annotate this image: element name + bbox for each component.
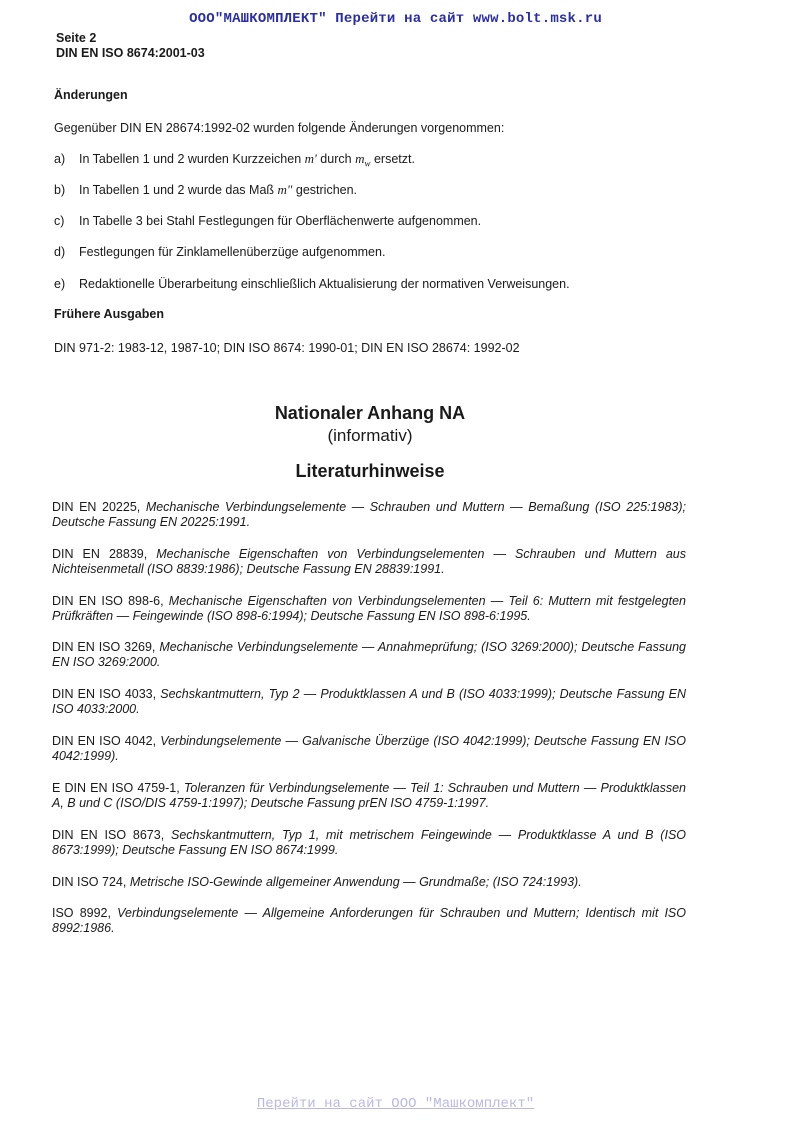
change-item-a: a) In Tabellen 1 und 2 wurden Kurzzeichen m' durch $m_w$ ersetzt.: [54, 151, 415, 169]
annex-title: Nationaler Anhang NA: [274, 403, 466, 423]
literature-ref: DIN EN ISO 8673, Sechskantmuttern, Typ 1, mit metrischem Feingewinde — Produktklasse A und B (ISO 8673:1999); Deutsche Fassung EN ISO 8674:1999.: [52, 828, 687, 857]
literature-ref: DIN EN ISO 4033, Sechskantmuttern, Typ 2 — Produktklassen A und B (ISO 4033:1999); Deutsche Fassung EN ISO 4033:2000.: [52, 687, 687, 716]
previous-editions-text: DIN 971-2: 1983-12, 1987-10; DIN ISO 8674: 1990-01; DIN EN ISO 28674: 1992-02: [54, 341, 520, 355]
page-number: Seite 2: [56, 31, 97, 45]
literature-ref: DIN EN ISO 898-6, Mechanische Eigenschaften von Verbindungselementen — Teil 6: Muttern mit festgelegten Prüfkräften — Feingewinde (ISO 898-6:1994); Deutsche Fassung EN ISO 898-6:1995.: [52, 594, 686, 623]
annex-subtitle: (informativ): [327, 426, 413, 445]
change-item-e: e) Redaktionelle Überarbeitung einschließlich Aktualisierung der normativen Verweisungen.: [54, 277, 570, 291]
standard-designation: DIN EN ISO 8674:2001-03: [56, 46, 205, 60]
literature-ref: DIN EN 28839, Mechanische Eigenschaften von Verbindungselementen — Schrauben und Muttern aus Nichteisenmetall (ISO 8839:1986); Deutsche Fassung EN 28839:1991.: [52, 547, 686, 576]
changes-intro: Gegenüber DIN EN 28674:1992-02 wurden folgende Änderungen vorgenommen:: [54, 121, 505, 135]
changes-heading: Änderungen: [54, 88, 128, 102]
page-header: [56, 31, 205, 61]
literature-ref: DIN ISO 724, Metrische ISO-Gewinde allgemeiner Anwendung — Grundmaße; (ISO 724:1993).: [52, 875, 582, 889]
site-link-bottom[interactable]: Перейти на сайт ООО "Машкомплект": [256, 1096, 535, 1112]
list-letter: b): [54, 183, 66, 197]
change-item-d: d) Festlegungen für Zinklamellenüberzüge aufgenommen.: [54, 245, 386, 259]
literature-ref: DIN EN ISO 4042, Verbindungselemente — Galvanische Überzüge (ISO 4042:1999); Deutsche Fassung EN ISO 4042:1999).: [52, 734, 686, 763]
list-letter: c): [54, 214, 65, 228]
literature-ref: ISO 8992, Verbindungselemente — Allgemeine Anforderungen für Schrauben und Muttern; Identisch mit ISO 8992:1986.: [52, 906, 686, 935]
literature-ref: DIN EN ISO 3269, Mechanische Verbindungselemente — Annahmeprüfung; (ISO 3269:2000); Deutsche Fassung EN ISO 3269:2000.: [52, 640, 686, 669]
previous-editions-heading: Frühere Ausgaben: [54, 307, 164, 321]
list-letter: a): [54, 152, 66, 166]
literature-ref: DIN EN 20225, Mechanische Verbindungselemente — Schrauben und Muttern — Bemaßung (ISO 225:1983); Deutsche Fassung EN 20225:1991.: [52, 500, 686, 529]
list-letter: e): [54, 277, 66, 291]
symbol-m-double-prime: m": [277, 182, 293, 197]
site-link-top[interactable]: ООО"МАШКОМПЛЕКТ" Перейти на сайт www.bolt.msk.ru: [189, 11, 602, 27]
literature-heading: Literaturhinweise: [295, 461, 445, 481]
symbol-m-prime: m': [304, 151, 317, 166]
literature-ref: E DIN EN ISO 4759-1, Toleranzen für Verbindungselemente — Teil 1: Schrauben und Muttern — Produktklassen A, B und C (ISO/DIS 4759-1:1997); Deutsche Fassung prEN ISO 4759-1:1997.: [52, 781, 686, 810]
symbol-m-w: $m_w$: [355, 151, 371, 169]
change-item-c: c) In Tabelle 3 bei Stahl Festlegungen für Oberflächenwerte aufgenommen.: [54, 214, 482, 228]
list-letter: d): [54, 245, 66, 259]
change-item-b: b) In Tabellen 1 und 2 wurde das Maß m" gestrichen.: [54, 182, 358, 197]
